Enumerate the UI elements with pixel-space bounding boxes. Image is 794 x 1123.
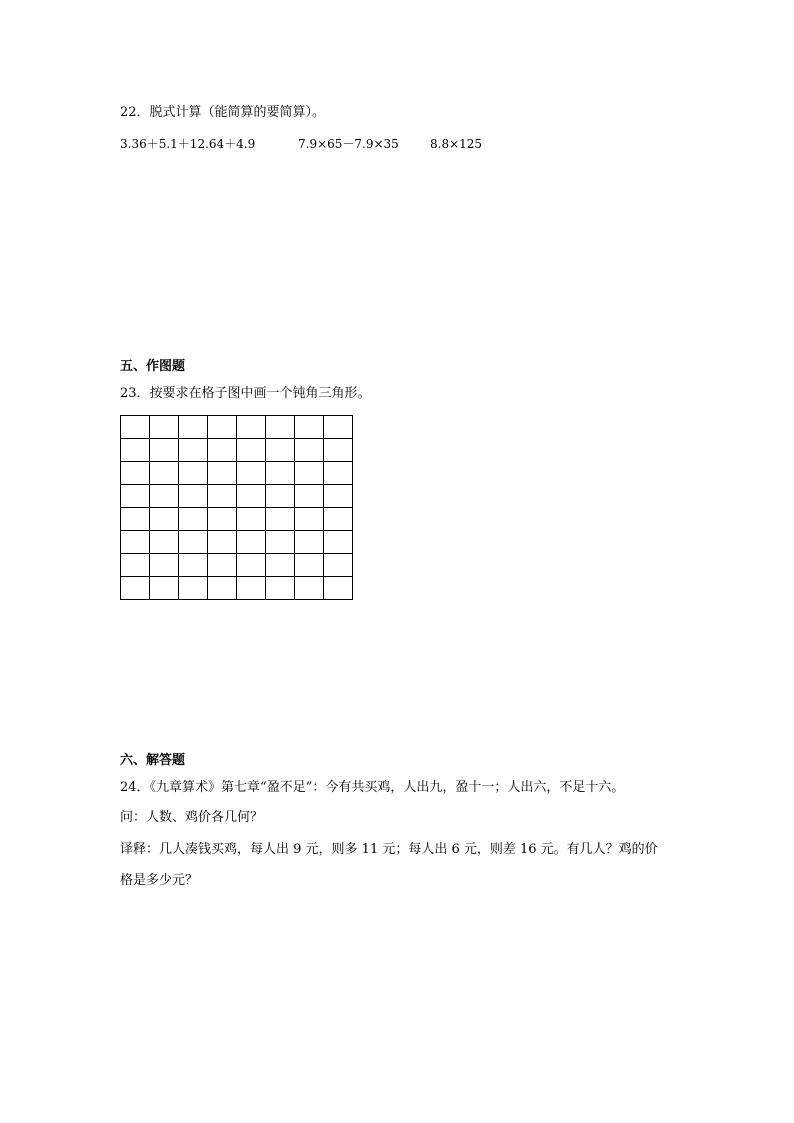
grid-cell[interactable] [121, 485, 150, 508]
grid-cell[interactable] [295, 439, 324, 462]
question-22-title: 22．脱式计算（能简算的要简算）。 [120, 105, 326, 120]
section-6-heading: 六、解答题 [120, 753, 186, 768]
grid-row [121, 577, 353, 600]
grid-cell[interactable] [179, 416, 208, 439]
question-24-line-4: 格是多少元？ [120, 873, 199, 888]
question-24-line-2: 问：人数、鸡价各几何？ [120, 810, 264, 825]
grid-cell[interactable] [324, 577, 353, 600]
grid-cell[interactable] [121, 462, 150, 485]
grid-cell[interactable] [208, 462, 237, 485]
grid-cell[interactable] [324, 462, 353, 485]
grid-cell[interactable] [237, 439, 266, 462]
grid-cell[interactable] [208, 416, 237, 439]
grid-cell[interactable] [295, 531, 324, 554]
grid-cell[interactable] [266, 462, 295, 485]
grid-cell[interactable] [237, 508, 266, 531]
grid-cell[interactable] [121, 531, 150, 554]
grid-cell[interactable] [324, 439, 353, 462]
section-5-heading: 五、作图题 [120, 359, 186, 374]
grid-cell[interactable] [150, 531, 179, 554]
grid-cell[interactable] [324, 554, 353, 577]
grid-row [121, 439, 353, 462]
grid-cell[interactable] [266, 439, 295, 462]
grid-cell[interactable] [266, 531, 295, 554]
grid-cell[interactable] [324, 508, 353, 531]
grid-cell[interactable] [179, 577, 208, 600]
grid-cell[interactable] [295, 485, 324, 508]
grid-cell[interactable] [266, 416, 295, 439]
grid-cell[interactable] [121, 508, 150, 531]
grid-cell[interactable] [208, 554, 237, 577]
grid-row [121, 416, 353, 439]
grid-cell[interactable] [179, 531, 208, 554]
grid-cell[interactable] [237, 554, 266, 577]
grid-cell[interactable] [179, 485, 208, 508]
grid-cell[interactable] [121, 416, 150, 439]
grid-cell[interactable] [150, 485, 179, 508]
grid-cell[interactable] [324, 416, 353, 439]
grid-cell[interactable] [295, 416, 324, 439]
grid-cell[interactable] [266, 485, 295, 508]
q22-expression-1: 3.36＋5.1＋12.64＋4.9 [120, 137, 256, 151]
grid-cell[interactable] [208, 485, 237, 508]
grid-row [121, 554, 353, 577]
question-24-line-3: 译释：几人凑钱买鸡，每人出 9 元，则多 11 元；每人出 6 元，则差 16 元。有几人？鸡的价 [120, 842, 658, 857]
grid-cell[interactable] [208, 531, 237, 554]
grid-cell[interactable] [237, 485, 266, 508]
grid-cell[interactable] [295, 508, 324, 531]
grid-cell[interactable] [208, 439, 237, 462]
question-24-line-1: 24．《九章算术》第七章“盈不足”：今有共买鸡，人出九，盈十一；人出六，不足十六。 [120, 780, 625, 795]
grid-cell[interactable] [179, 554, 208, 577]
drawing-grid[interactable] [120, 415, 353, 600]
grid-cell[interactable] [208, 577, 237, 600]
grid-cell[interactable] [121, 554, 150, 577]
grid-cell[interactable] [150, 577, 179, 600]
grid-cell[interactable] [237, 416, 266, 439]
grid-cell[interactable] [150, 462, 179, 485]
grid-cell[interactable] [150, 416, 179, 439]
grid-cell[interactable] [179, 439, 208, 462]
grid-cell[interactable] [150, 554, 179, 577]
grid-cell[interactable] [150, 439, 179, 462]
grid-cell[interactable] [179, 508, 208, 531]
grid-cell[interactable] [266, 554, 295, 577]
grid-row [121, 531, 353, 554]
grid-cell[interactable] [237, 462, 266, 485]
grid-cell[interactable] [121, 439, 150, 462]
grid-cell[interactable] [121, 577, 150, 600]
grid-cell[interactable] [295, 577, 324, 600]
q22-expression-2: 7.9×65－7.9×35 [298, 137, 399, 151]
grid-cell[interactable] [179, 462, 208, 485]
grid-cell[interactable] [324, 531, 353, 554]
grid-cell[interactable] [237, 577, 266, 600]
grid-row [121, 485, 353, 508]
grid-cell[interactable] [295, 554, 324, 577]
grid-cell[interactable] [266, 508, 295, 531]
grid-cell[interactable] [324, 485, 353, 508]
grid-cell[interactable] [208, 508, 237, 531]
grid-row [121, 462, 353, 485]
grid-cell[interactable] [150, 508, 179, 531]
grid-cell[interactable] [237, 531, 266, 554]
question-23-title: 23．按要求在格子图中画一个钝角三角形。 [120, 386, 371, 401]
grid-cell[interactable] [295, 462, 324, 485]
grid-row [121, 508, 353, 531]
q22-expression-3: 8.8×125 [430, 137, 483, 151]
grid-cell[interactable] [266, 577, 295, 600]
